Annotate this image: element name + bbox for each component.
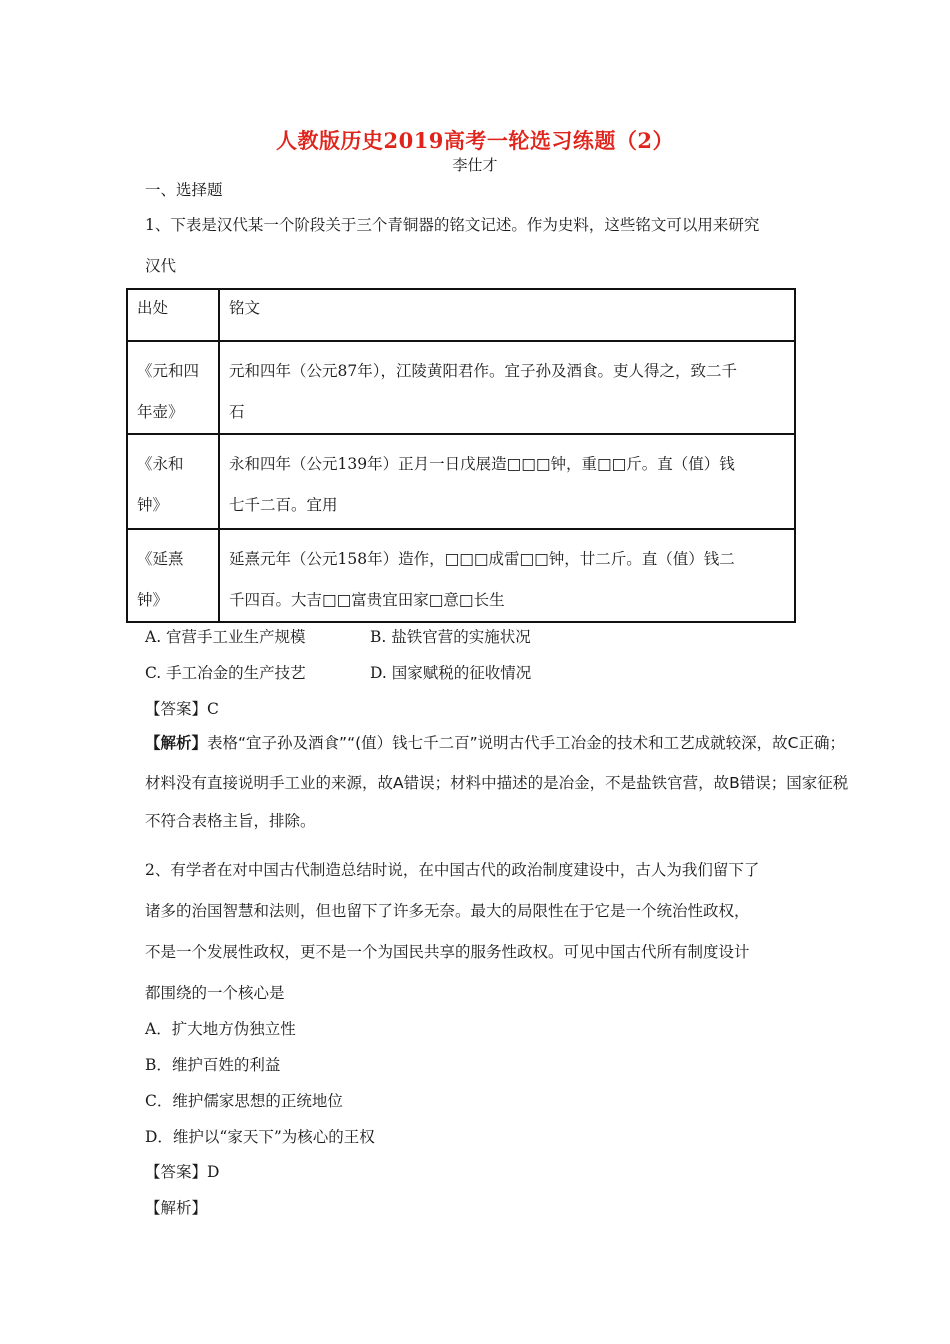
document-title: 人教版历史2019高考一轮选习练题（2） bbox=[275, 128, 675, 153]
q1-analysis-line-1: 【解析】表格“宜子孙及酒食”“(值）钱七千二百”说明古代手工冶金的技术和工艺成就较深，故C正确； bbox=[145, 734, 846, 752]
q2-option-a: A．扩大地方伪独立性 bbox=[145, 1020, 296, 1038]
q2-stem-line-4: 都围绕的一个核心是 bbox=[145, 984, 285, 1002]
section-heading: 一、选择题 bbox=[145, 181, 223, 199]
row-source: 《元和四 年壶》 bbox=[127, 341, 219, 434]
q1-answer: 【答案】C bbox=[145, 700, 219, 718]
table-row bbox=[127, 434, 795, 529]
q2-stem-line-3: 不是一个发展性政权，更不是一个为国民共享的服务性政权。可见中国古代所有制度设计 bbox=[145, 943, 750, 961]
author-name: 李仕才 bbox=[452, 156, 498, 174]
row-inscription: 永和四年（公元139年）正月一日戊展造□□□钟，重□□斤。直（值）钱 七千二百。宜用 bbox=[219, 434, 795, 529]
q1-analysis-line-2: 材料没有直接说明手工业的来源，故A错误；材料中描述的是冶金，不是盐铁官营，故B错误；国家征税 bbox=[145, 774, 849, 792]
q2-option-b: B．维护百姓的利益 bbox=[145, 1056, 281, 1074]
q1-option-c: C. 手工冶金的生产技艺 bbox=[145, 664, 306, 682]
q2-option-c: C．维护儒家思想的正统地位 bbox=[145, 1092, 343, 1110]
q1-stem-line-2: 汉代 bbox=[145, 257, 177, 275]
row-source: 《延熹 钟》 bbox=[127, 529, 219, 622]
q1-stem-line-1: 1、下表是汉代某一个阶段关于三个青铜器的铭文记述。作为史料，这些铭文可以用来研究 bbox=[145, 216, 760, 234]
q2-answer: 【答案】D bbox=[145, 1163, 220, 1181]
q2-stem-line-1: 2、有学者在对中国古代制造总结时说，在中国古代的政治制度建设中，古人为我们留下了 bbox=[145, 861, 760, 879]
table-row bbox=[127, 341, 795, 434]
q1-analysis-line-3: 不符合表格主旨，排除。 bbox=[145, 812, 316, 830]
q2-stem-line-2: 诸多的治国智慧和法则，但也留下了许多无奈。最大的局限性在于它是一个统治性政权， bbox=[145, 902, 750, 920]
q2-option-d: D．维护以“家天下”为核心的王权 bbox=[145, 1128, 375, 1146]
header-inscription: 铭文 bbox=[219, 289, 795, 341]
header-source: 出处 bbox=[127, 289, 219, 341]
q2-analysis-label: 【解析】 bbox=[145, 1199, 208, 1217]
analysis-label: 【解析】 bbox=[145, 734, 208, 752]
q1-option-d: D. 国家赋税的征收情况 bbox=[370, 664, 532, 682]
inscription-table bbox=[126, 288, 796, 623]
q1-option-b: B. 盐铁官营的实施状况 bbox=[370, 628, 531, 646]
row-inscription: 元和四年（公元87年），江陵黄阳君作。宜子孙及酒食。吏人得之，致二千 石 bbox=[219, 341, 795, 434]
table-row bbox=[127, 529, 795, 622]
row-inscription: 延熹元年（公元158年）造作，□□□成雷□□钟，廿二斤。直（值）钱二 千四百。大吉□□富贵宜田家□意□长生 bbox=[219, 529, 795, 622]
q1-option-a: A. 官营手工业生产规模 bbox=[145, 628, 306, 646]
row-source: 《永和 钟》 bbox=[127, 434, 219, 529]
table-header-row bbox=[127, 289, 795, 341]
